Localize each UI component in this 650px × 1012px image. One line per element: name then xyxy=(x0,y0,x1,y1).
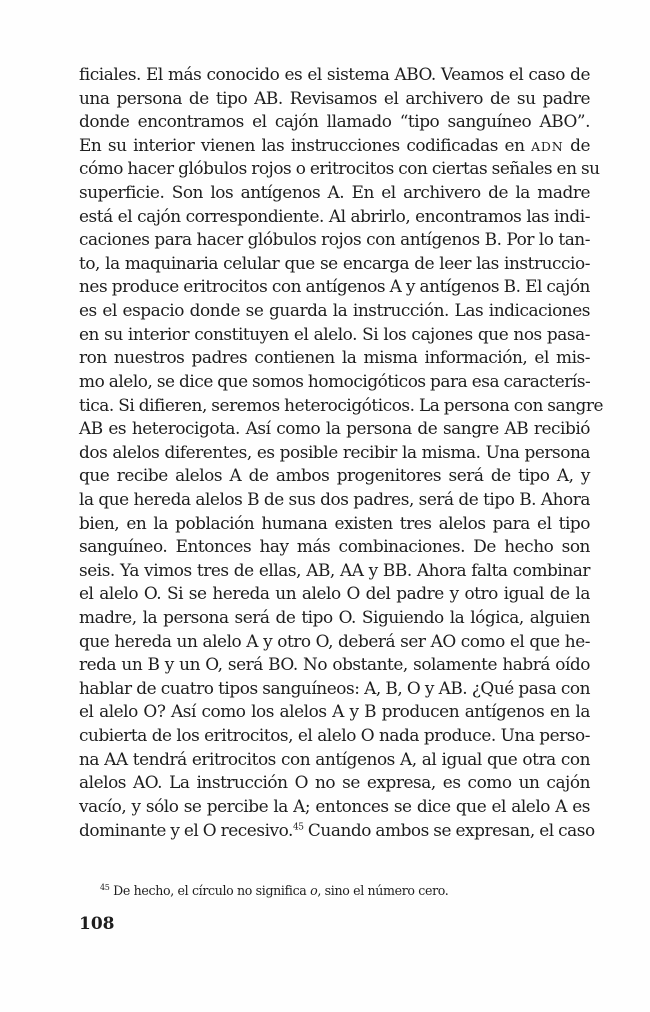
text-line: alelos AO. La instrucción O no se expresa, es como un cajón xyxy=(79,772,590,793)
footnote-text: , sino el número cero. xyxy=(317,883,449,898)
text-line: bien, en la población humana existen tres alelos para el tipo xyxy=(79,512,590,533)
text-line: una persona de tipo AB. Revisamos el archivero de su padre xyxy=(79,87,590,108)
text-line: reda un B y un O, será BO. No obstante, solamente habrá oído xyxy=(79,654,590,675)
text-line: donde encontramos el cajón llamado “tipo sanguíneo ABO”. xyxy=(79,111,590,132)
text-line: tica. Si difieren, seremos heterocigóticos. La persona con sangre xyxy=(79,394,604,415)
body-text xyxy=(79,63,604,842)
text-line: es el espacio donde se guarda la instrucción. Las indicaciones xyxy=(79,300,590,321)
text-line: cómo hacer glóbulos rojos o eritrocitos con ciertas señales en su xyxy=(79,158,600,179)
text-segment: de xyxy=(570,134,591,155)
footnote-text: De hecho, el círculo no significa xyxy=(109,883,311,898)
text-line xyxy=(79,819,595,843)
text-line: el alelo O. Si se hereda un alelo O del padre y otro igual de la xyxy=(79,583,590,604)
text-line: madre, la persona será de tipo O. Siguiendo la lógica, alguien xyxy=(79,607,590,628)
footnote-reference: 45 xyxy=(292,821,304,832)
text-line: hablar de cuatro tipos sanguíneos: A, B, O y AB. ¿Qué pasa con xyxy=(79,677,590,698)
text-segment: dominante y el O recesivo. xyxy=(79,819,293,840)
text-line: que hereda un alelo A y otro O, deberá ser AO como el que he- xyxy=(79,630,590,651)
text-line: el alelo O? Así como los alelos A y B producen antígenos en la xyxy=(79,701,590,722)
text-segment: Cuando ambos se expresan, el caso xyxy=(303,819,595,840)
text-line: seis. Ya vimos tres de ellas, AB, AA y BB. Ahora falta combinar xyxy=(79,559,590,580)
text-segment: En su interior vienen las instrucciones codificadas en xyxy=(79,134,525,155)
text-line: caciones para hacer glóbulos rojos con antígenos B. Por lo tan- xyxy=(79,229,590,250)
text-line: vacío, y sólo se percibe la A; entonces se dice que el alelo A es xyxy=(79,795,590,816)
text-line: AB es heterocigota. Así como la persona de sangre AB recibió xyxy=(79,418,590,439)
small-caps-term: ADN xyxy=(531,138,564,154)
text-line: dos alelos diferentes, es posible recibir la misma. Una persona xyxy=(79,441,590,462)
text-line: en su interior constituyen el alelo. Si los cajones que nos pasa- xyxy=(79,323,590,344)
footnote-marker: 45 xyxy=(100,882,110,892)
text-line: ron nuestros padres contienen la misma información, el mis- xyxy=(79,347,590,368)
footnote xyxy=(100,883,448,899)
text-line: to, la maquinaria celular que se encarga de leer las instruccio- xyxy=(79,252,590,273)
footnote-italic: o xyxy=(310,883,318,898)
text-line: que recibe alelos A de ambos progenitores será de tipo A, y xyxy=(79,465,590,486)
text-line: mo alelo, se dice que somos homocigóticos para esa caracterís- xyxy=(79,370,591,391)
text-line: está el cajón correspondiente. Al abrirlo, encontramos las indi- xyxy=(79,205,590,226)
text-line xyxy=(79,134,590,158)
text-line: cubierta de los eritrocitos, el alelo O nada produce. Una perso- xyxy=(79,725,590,746)
text-line: ficiales. El más conocido es el sistema ABO. Veamos el caso de xyxy=(79,64,590,84)
text-line: nes produce eritrocitos con antígenos A y antígenos B. El cajón xyxy=(79,276,590,297)
page-number: 108 xyxy=(79,914,115,934)
text-line: na AA tendrá eritrocitos con antígenos A, al igual que otra con xyxy=(79,748,590,769)
text-line: la que hereda alelos B de sus dos padres, será de tipo B. Ahora xyxy=(79,488,590,509)
text-line: sanguíneo. Entonces hay más combinaciones. De hecho son xyxy=(79,536,590,557)
text-line: superficie. Son los antígenos A. En el archivero de la madre xyxy=(79,182,590,203)
